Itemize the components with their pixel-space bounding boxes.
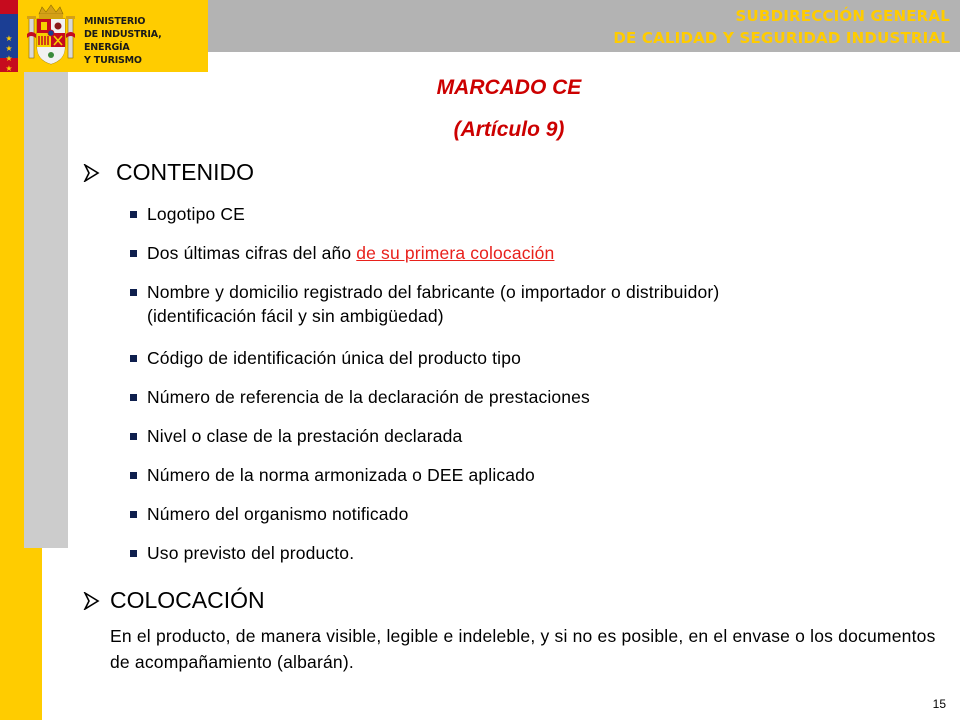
list-item: Nivel o clase de la prestación declarada (147, 426, 463, 446)
section-heading-colocacion: COLOCACIÓN (110, 587, 265, 613)
square-bullet-icon (130, 211, 137, 218)
list-item: Nombre y domicilio registrado del fabricante (o importador o distribuidor) (identificación fácil y sin ambigüedad) (147, 282, 720, 326)
ministry-logo (0, 0, 208, 72)
square-bullet-icon (130, 550, 137, 557)
subdireccion-line-1: SUBDIRECCIÓN GENERAL (735, 7, 950, 25)
square-bullet-icon (130, 511, 137, 518)
section-heading-contenido: CONTENIDO (116, 159, 254, 185)
header-bar (208, 0, 960, 52)
arrow-right-icon (83, 164, 101, 182)
list-item: Número del organismo notificado (147, 504, 409, 524)
slide-title: MARCADO CE (436, 76, 582, 99)
list-item: Código de identificación única del producto tipo (147, 348, 521, 368)
square-bullet-icon (130, 289, 137, 296)
page-number: 15 (932, 697, 946, 711)
eu-flag-icon: ★ ★ ★ ★ (0, 14, 18, 58)
square-bullet-icon (130, 472, 137, 479)
arrow-right-icon (83, 592, 101, 610)
square-bullet-icon (130, 433, 137, 440)
colocacion-text: En el producto, de manera visible, legible e indeleble, y si no es posible, en el envase o los documentos de acompañamiento (albarán). (110, 626, 936, 672)
square-bullet-icon (130, 394, 137, 401)
slide-subtitle: (Artículo 9) (453, 118, 565, 141)
square-bullet-icon (130, 355, 137, 362)
square-bullet-icon (130, 250, 137, 257)
list-item: Uso previsto del producto. (147, 543, 355, 563)
list-item: Número de referencia de la declaración de prestaciones (147, 387, 590, 407)
subdireccion-line-2: DE CALIDAD Y SEGURIDAD INDUSTRIAL (613, 29, 950, 47)
ministry-name: MINISTERIO DE INDUSTRIA, ENERGÍA Y TURISMO (84, 16, 162, 66)
list-item: Dos últimas cifras del año de su primera colocación (147, 243, 555, 263)
left-grey-panel (24, 72, 68, 548)
primera-colocacion-link[interactable]: de su primera colocación (356, 243, 555, 263)
coat-of-arms-icon (26, 4, 76, 68)
list-item: Número de la norma armonizada o DEE aplicado (147, 465, 535, 485)
list-item: Logotipo CE (147, 204, 245, 224)
